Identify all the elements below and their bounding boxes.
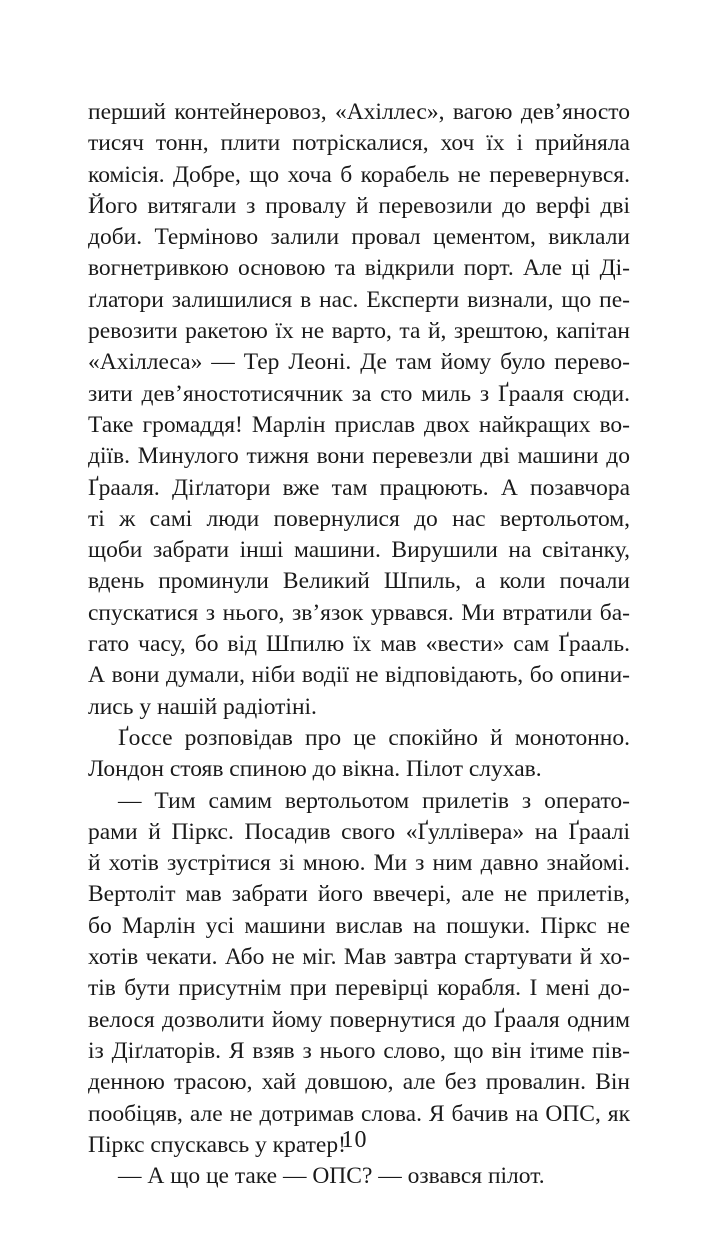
text-line: тів бути присутнім при перевірці корабля. І мені до- <box>88 975 630 1002</box>
text-line: Його витягали з провалу й перевозили до верфі дві <box>88 192 630 219</box>
text-line: комісія. Добре, що хоча б корабель не перевернувся. <box>88 161 630 188</box>
paragraph-first-line: Ґоссе розповідав про це спокійно й монотонно. <box>118 724 630 751</box>
page-number: 10 <box>341 1127 368 1153</box>
text-line: А вони думали, ніби водії не відповідають, бо опини- <box>88 662 630 689</box>
text-line: Піркс спускавсь у кратер! <box>88 1131 346 1158</box>
text-line: ґлатори залишилися в нас. Експерти визнали, що пе- <box>88 286 630 313</box>
text-line: пообіцяв, але не дотримав слова. Я бачив на ОПС, як <box>88 1100 630 1127</box>
text-line: велося дозволити йому повернутися до Ґрааля одним <box>88 1006 630 1033</box>
text-line: гато часу, бо від Шпилю їх мав «вести» сам Ґрааль. <box>88 631 630 658</box>
text-line: Таке громаддя! Марлін прислав двох найкращих во- <box>88 411 630 438</box>
text-line: щоби забрати інші машини. Вирушили на світанку, <box>88 537 630 564</box>
text-line: вогнетривкою основою та відкрили порт. Але ці Ді- <box>88 255 630 282</box>
text-line: зити дев’яностотисячник за сто миль з Ґрааля сюди. <box>88 380 630 407</box>
text-line: тисяч тонн, плити потріскалися, хоч їх і прийняла <box>88 130 630 157</box>
text-line: Лондон стояв спиною до вікна. Пілот слухав. <box>88 756 542 783</box>
text-line: денною трасою, хай довшою, але без провалин. Він <box>88 1069 630 1096</box>
text-line: спускатися з нього, зв’язок урвався. Ми втратили ба- <box>88 599 630 626</box>
text-line: хотів чекати. Або не міг. Мав завтра стартувати й хо- <box>88 944 630 971</box>
text-line: бо Марлін усі машини вислав на пошуки. Піркс не <box>88 912 630 939</box>
page-body <box>88 97 630 1192</box>
text-line: доби. Терміново залили провал цементом, виклали <box>88 224 630 251</box>
text-line: лись у нашій радіотіні. <box>88 693 317 720</box>
text-line: діїв. Минулого тижня вони перевезли дві машини до <box>88 443 630 470</box>
text-line: ті ж самі люди повернулися до нас вертольотом, <box>88 505 630 532</box>
text-line: Ґрааля. Діґлатори вже там працюють. А позавчора <box>88 474 630 501</box>
dialogue-first-line: — А що це таке — ОПС? — озвався пілот. <box>118 1163 545 1190</box>
text-line: Вертоліт мав забрати його ввечері, але не прилетів, <box>88 881 630 908</box>
text-line: перший контейнеровоз, «Ахіллес», вагою дев’яносто <box>88 99 630 125</box>
text-line: «Ахіллеса» — Тер Леоні. Де там йому було перево- <box>88 349 630 376</box>
text-line: із Діґлаторів. Я взяв з нього слово, що він ітиме пів- <box>88 1037 630 1064</box>
text-line: й хотів зустрітися зі мною. Ми з ним давно знайомі. <box>88 850 630 877</box>
dialogue-first-line: — Тим самим вертольотом прилетів з операто- <box>118 787 630 814</box>
text-line: вдень проминули Великий Шпиль, а коли почали <box>88 568 630 595</box>
text-line: ревозити ракетою їх не варто, та й, зрештою, капітан <box>88 318 630 345</box>
text-line: рами й Піркс. Посадив свого «Ґуллівера» на Ґраалі <box>88 818 630 845</box>
